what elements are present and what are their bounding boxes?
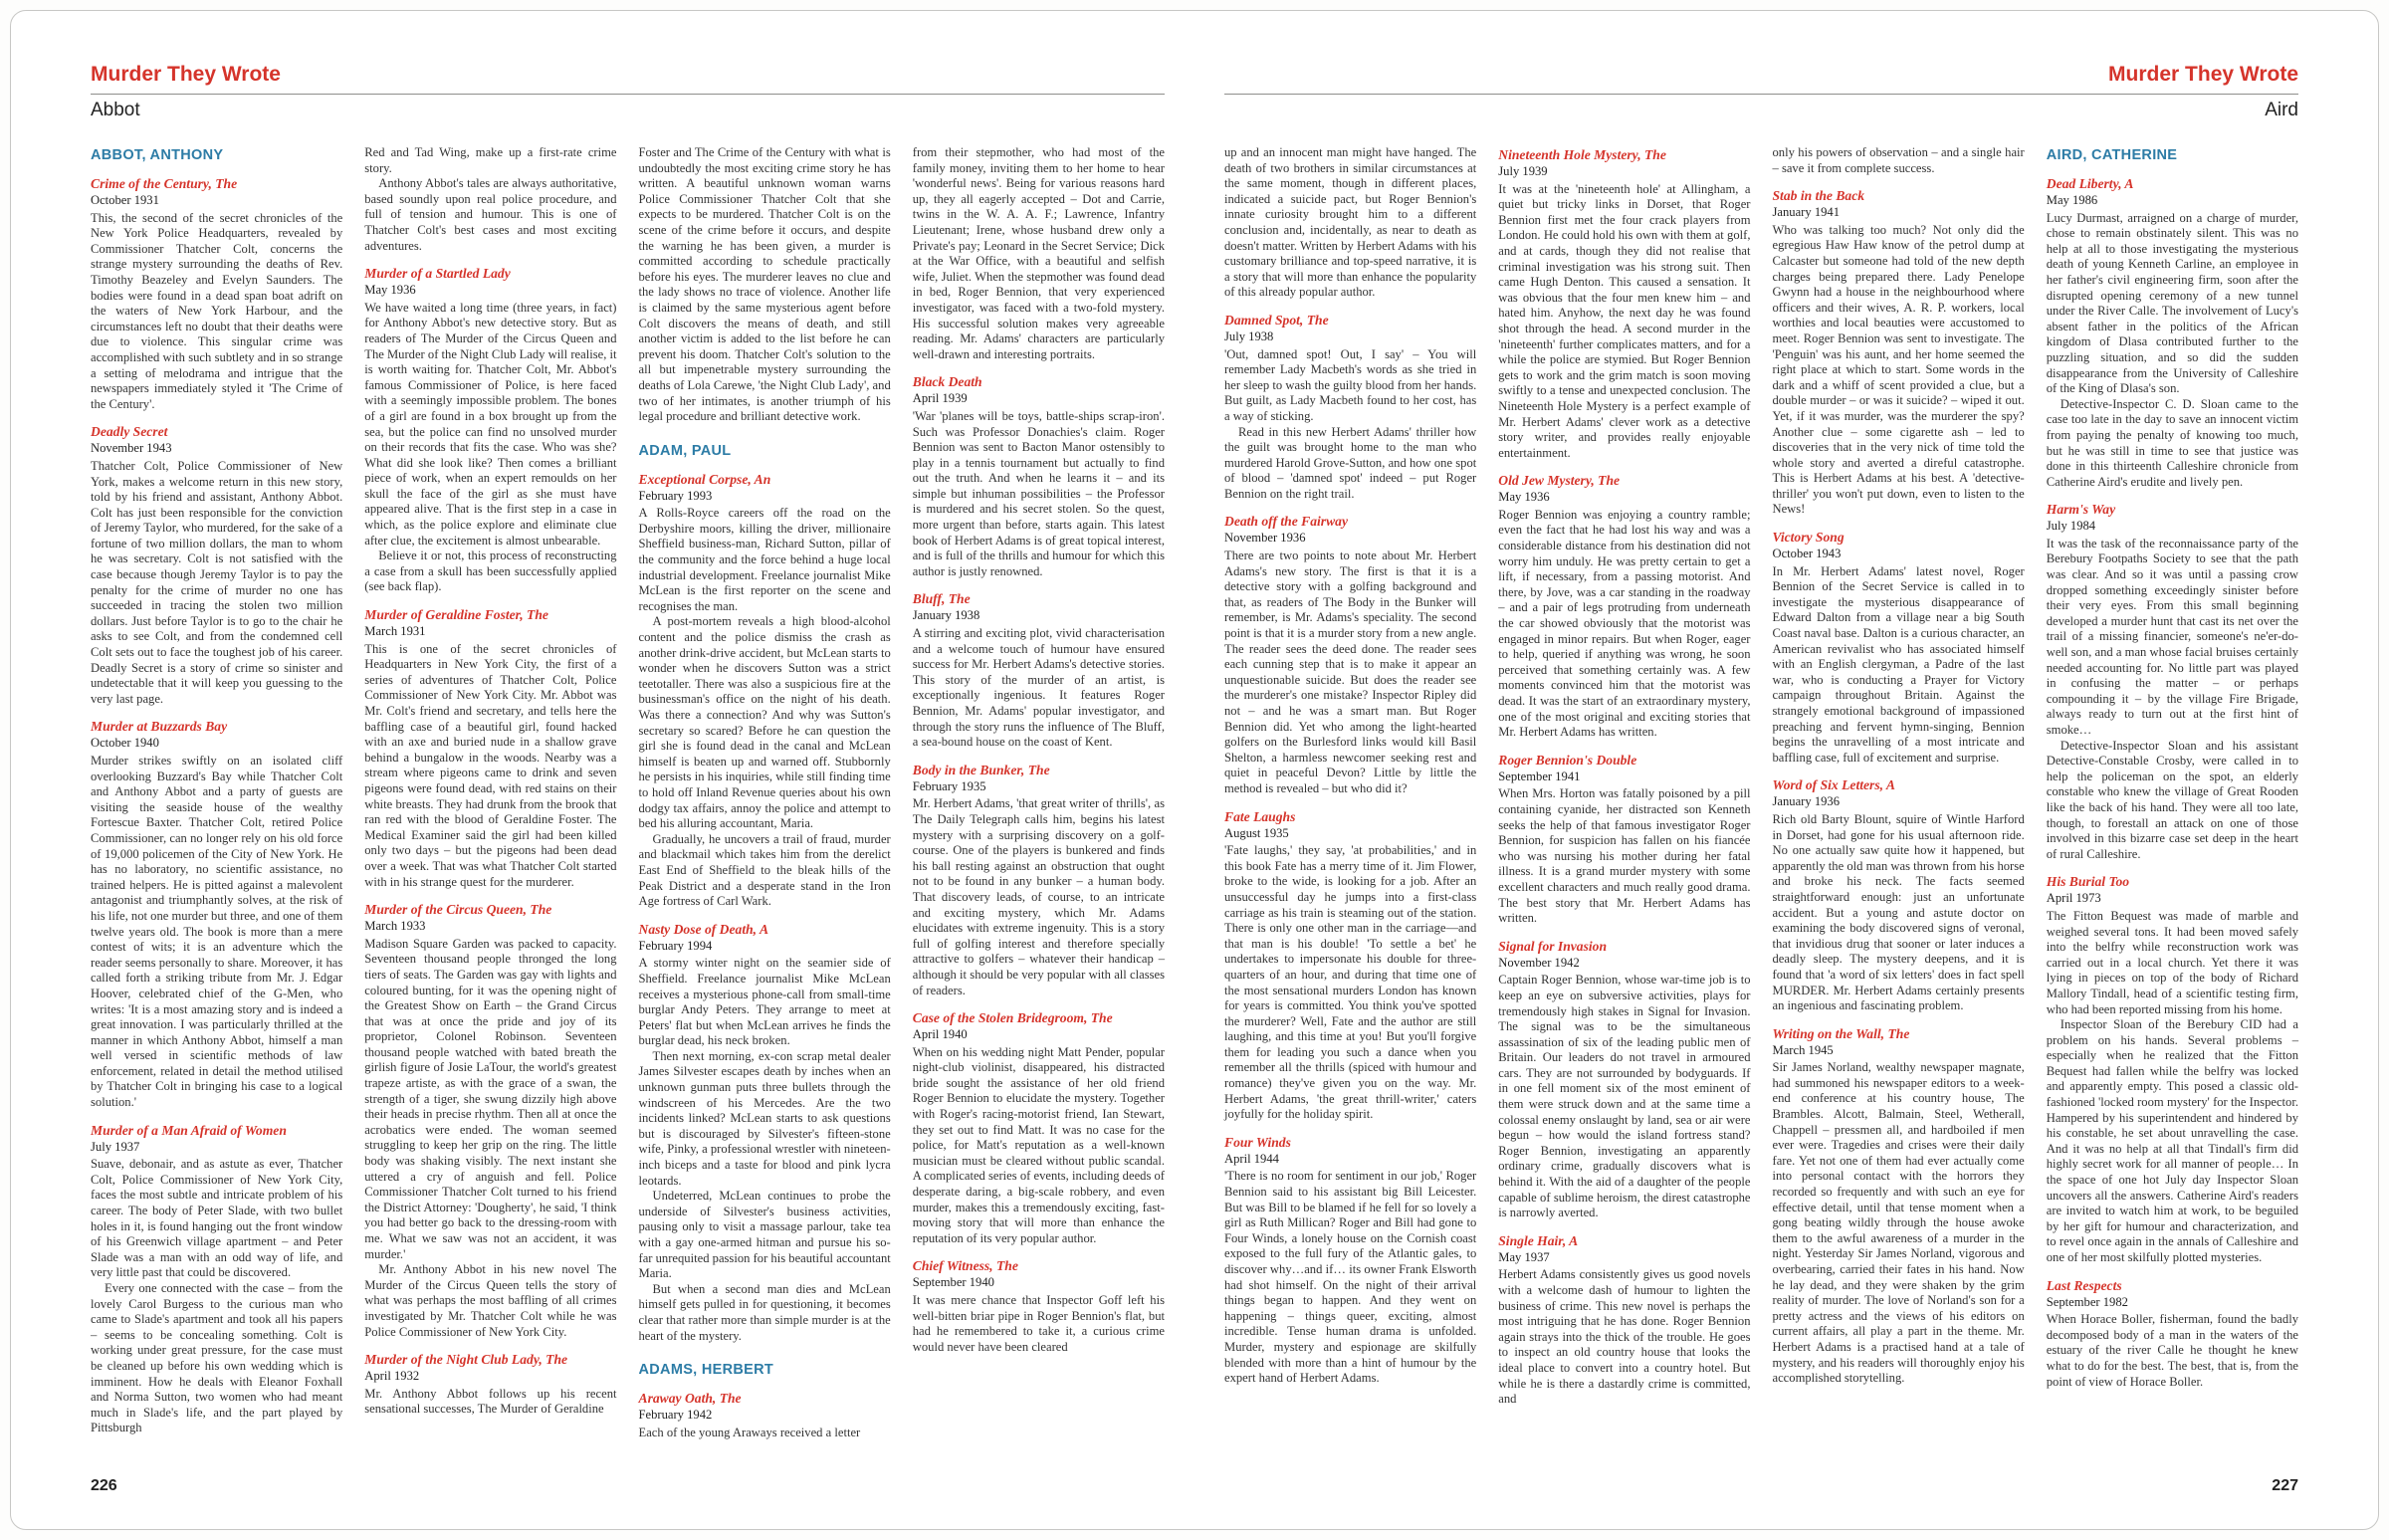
entry-text: Gradually, he uncovers a trail of fraud, murder and blackmail which takes him from the derelict East End of Sheffield to the bleak hills of the Peak District and a desperate stand in the Iron Age fortress of Carl Wark.	[638, 831, 891, 909]
book-title: Four Winds	[1224, 1134, 1291, 1150]
book-title: Harm's Way	[2046, 502, 2116, 518]
book-date: November 1943	[91, 441, 172, 456]
book-date: November 1936	[1224, 531, 1306, 546]
book-date: March 1933	[364, 919, 426, 934]
page-number: 227	[2272, 1477, 2298, 1494]
text-column	[1773, 145, 2025, 1431]
book-title: Murder at Buzzards Bay	[91, 719, 228, 735]
book-title: Deadly Secret	[91, 424, 168, 440]
text-columns	[1224, 145, 2298, 1431]
entry-text-continued: Red and Tad Wing, make up a first-rate crime story.	[364, 145, 617, 175]
entry-text: It was mere chance that Inspector Goff left his well-bitten briar pipe in Roger Bennion's flat, but had he remembered to take it, a curious crime would never have been cleared	[912, 1293, 1165, 1354]
entry-text: Herbert Adams consistently gives us good novels with a welcome dash of humour to lighten the business of crime. This new novel is perhaps the most intriguing that he has done. Roger Bennion again strays into the thick of the trouble. He goes to inspect an old country house that looks the ideal place to convert into a country hotel. But while he is there a dastardly crime is committed, and	[1498, 1267, 1751, 1407]
text-column	[1498, 145, 1750, 1431]
book-title: Nasty Dose of Death, A	[638, 921, 769, 937]
entry-text: Every one connected with the case – from the lovely Carol Burgess to the curious man who came to Slade's apartment and took all his papers – seems to be concealing something. Colt is working under great pressure, for the case must be cleaned up before his own wedding which is imminent. How he deals with Eleanor Foxhall and Norma Sutton, two women who had meant much in Slade's life, and the part played by Pittsburgh	[91, 1281, 343, 1435]
text-column	[913, 145, 1165, 1431]
book-title: Roger Bennion's Double	[1498, 752, 1637, 768]
entry-text: It was at the 'nineteenth hole' at Allingham, a quiet but tricky links in Dorset, that Roger Bennion first met the four crack players from London. He could hold his own with them at golf, and at cards, though they did not realise that criminal investigation was his strong suit. Then came Hugh Denton. This caused a sensation. It was obvious that the four men knew him – and hated him. Anyhow, the next day he was found shot through the head. A second murder in the 'nineteenth' further complicates matters, and for a while the police are stymied. But Roger Bennion gets to work and the grim match is soon moving swiftly to a tense and unexpected conclusion. The Nineteenth Hole Mystery is a perfect example of Mr. Herbert Adams' clever work as a detective story writer, and provides really enjoyable entertainment.	[1498, 181, 1751, 460]
book-title: Old Jew Mystery, The	[1498, 473, 1621, 489]
entry-text: Each of the young Araways received a letter	[638, 1425, 861, 1439]
entry-text: A stirring and exciting plot, vivid characterisation and a welcome touch of humour have ensured success for Mr. Herbert Adams's detective stories. This story of the murder of an artist, is exceptionally ingenious. It features Roger Bennion, Mr. Adams' popular investigator, and through the story runs the influence of The Bluff, a sea-bound house on the coast of Kent.	[912, 626, 1165, 750]
book-title: Case of the Stolen Bridegroom, The	[912, 1010, 1113, 1026]
header-section-name: Abbot	[91, 100, 140, 120]
entry-text-continued: only his powers of observation – and a single hair – save it from complete success.	[1772, 145, 2025, 175]
entry-text-continued: Foster and The Crime of the Century with what is undoubtedly the most exciting crime story he has written. A beautiful unknown woman warns Police Commissioner Thatcher Colt that she expects to be murdered. Thatcher Colt is on the scene of the crime before it occurs, and despite the warning he has been given, a murder is committed according to schedule practically before his eyes. The murderer leaves no clue and the lady shows no trace of violence. Another life is claimed by the same mysterious agent before Colt discovers the means of death, and still another victim is added to the list before he can prevent his doom. Thatcher Colt's solution to the all but impenetrable mystery surrounding the deaths of Lola Carewe, 'the Night Club Lady', and two of her intimates, is another triumph of his legal procedure and brilliant detective work.	[638, 145, 891, 424]
book-date: February 1935	[912, 778, 986, 793]
book-date: March 1945	[1772, 1042, 1834, 1057]
book-date: October 1943	[1772, 547, 1842, 561]
book-title: Death off the Fairway	[1224, 514, 1348, 530]
entry-text: When Mrs. Horton was fatally poisoned by a pill containing cyanide, her distracted son Kenneth seeks the help of that famous investigator Roger Bennion, for suspicion has fallen on his fiancée who was nursing his mother during her fatal illness. It is a grand murder mystery with some excellent characters and much really good drama. The best story that Mr. Herbert Adams has written.	[1498, 786, 1751, 926]
entry-text: A stormy winter night on the seamier side of Sheffield. Freelance journalist Mike McLean receives a mysterious phone-call from small-time burglar Andy Peters. They arrange to meet at Peters' flat but when McLean arrives he finds the burglar dead, his neck broken.	[638, 956, 891, 1048]
book-title: Dead Liberty, A	[2046, 176, 2134, 191]
entry-text: In Mr. Herbert Adams' latest novel, Roger Bennion of the Secret Service is called in to investigate the mysterious disappearance of Edward Dalton from a village near a big South Coast naval base. Dalton is a curious character, an American revivalist who has associated himself with an English clergyman, a Padre of the last war, who is conducting a Prayer for Victory campaign throughout Britain. Against the strangely emotional background of impassioned preaching and fervent hymn-singing, Bennion begins the unravelling of a most intricate and baffling case, full of excitement and surprise.	[1772, 563, 2025, 765]
entry-text: It was the task of the reconnaissance party of the Berebury Footpaths Society to see that the path was clear. And so it was until a passing crow dropped something exceedingly sinister before their very eyes. From this small beginning developed a murder hunt that cast its net over the trail of a missing financier, someone's ne'er-do-well son, and a man whose facial bruises certainly needed accounting for. No little part was played in confusing the matter – or perhaps compounding it – by the village Fire Brigade, always ready to turn out at the first hint of smoke…	[2046, 536, 2298, 737]
book-title: Word of Six Letters, A	[1772, 777, 1895, 793]
book-title: Araway Oath, The	[638, 1391, 742, 1407]
book-date: May 1986	[2046, 193, 2098, 207]
entry-text: Suave, debonair, and as astute as ever, Thatcher Colt, Police Commissioner of New York City, faces the most subtle and intricate problem of his career. The body of Peter Slade, with two bullet holes in it, is found hanging out the front window of his Greenwich village apartment – and Peter Slade was a man with an odd way of life, and very little past that could be discovered.	[91, 1157, 343, 1280]
book-date: April 1932	[364, 1369, 420, 1384]
page-header-left	[91, 63, 1165, 121]
book-date: January 1941	[1772, 205, 1841, 220]
page-number: 226	[91, 1477, 117, 1494]
book-title: Murder of Geraldine Foster, The	[364, 607, 548, 623]
entry-text-continued: from their stepmother, who had most of the family money, inviting them to her home to hear 'wonderful news'. Being for various reasons hard up, they all eagerly accepted – Dot and Carrie, twins in the W. A. A. F.; Lawrence, Infantry Lieutenant; Irene, whose husband drew only a Private's pay; Leonard in the Secret Service; Dick at the War Office, with a beautiful and selfish wife, Juliet. When the stepmother was found dead in bed, Roger Bennion, that very experienced investigator, was faced with a two-fold mystery. His successful solution makes very agreeable reading. Mr. Adams' characters are particularly well-drawn and interesting portraits.	[912, 145, 1165, 361]
header-rule	[91, 94, 1165, 95]
book-title: Nineteenth Hole Mystery, The	[1498, 147, 1666, 162]
entry-text: Sir James Norland, wealthy newspaper magnate, had summoned his newspaper editors to a week-end conference at his country house, The Brambles. Alcott, Balmain, Steel, Wetherall, Chappell – pressmen all, and hardboiled if men ever were. Tragedies and crises were their daily fare. Yet not one of them had ever actually come into personal contact with the horrors they recorded so frequently and with such an eye for effective detail, until that tense moment when a gong beating wildly through the house awoke them to the awful awareness of a murder in the night. Yesterday Sir James Norland, vigorous and overbearing, carried their fates in his hand. Now he lay dead, and they were shaken by the grim reality of murder. The love of Norland's son for a pretty actress and the views of his editors on current affairs, all play a part in the theme. Mr. Herbert Adams is a practised hand at a tale of mystery, and his readers will thoroughly enjoy his accomplished storytelling.	[1772, 1060, 2025, 1386]
entry-text: Anthony Abbot's tales are always authoritative, based soundly upon real police procedure, and full of tension and humour. This is one of Thatcher Colt's best cases and most exciting adventures.	[364, 176, 617, 253]
author-heading: ABBOT, ANTHONY	[91, 147, 224, 163]
entry-text: Rich old Barty Blount, squire of Wintle Harford in Dorset, had gone for his usual afternoon ride. No one actually saw quite how it happened, but apparently the old man was thrown from his horse and broke his neck. The facts seemed straightforward enough: just an unfortunate accident. But a young and astute doctor on examining the body discovered signs of veronal, that invidious drug that sooner or later induces a deadly sleep. The mystery deepens, and it is found that 'a word of six letters' does in fact spell MURDER. Mr. Herbert Adams certainly presents an ingenious and fascinating problem.	[1772, 811, 2025, 1013]
entry-text: Inspector Sloan of the Berebury CID had a problem on his hands. Several problems – especially when he realized that the Fitton Bequest had fallen while the belfry was locked and apparently empty. This posed a classic old-fashioned 'locked room mystery' for the Inspector. Hampered by his superintendent and hindered by his constable, he set about unravelling the case. And it was no help at all that Tindall's firm did highly secret work for all manner of people… In the space of one hot July day Inspector Sloan uncovers all the answers. Catherine Aird's readers are invited to watch him at work, to be beguiled by her gift for humour and characterization, and to revel once again in the annals of Calleshire and one of her most skilfully plotted mysteries.	[2046, 1017, 2298, 1264]
text-column	[1224, 145, 1476, 1431]
book-date: February 1993	[638, 488, 713, 503]
entry-text: Detective-Inspector C. D. Sloan came to the case too late in the day to save an innocent victim from paying the penalty of knowing too much, but he was still in time to see that justice was done in this thirteenth Calleshire chronicle from Catherine Aird's erudite and lively pen.	[2046, 396, 2298, 489]
entry-text: Mr. Anthony Abbot in his new novel The Murder of the Circus Queen tells the story of what was perhaps the most baffling of all crimes investigated by Mr. Thatcher Colt while he was Police Commissioner of New York City.	[364, 1262, 617, 1339]
entry-text: Captain Roger Bennion, whose war-time job is to keep an eye on subversive activities, plays for tremendously high stakes in Signal for Invasion. The signal was to be the simultaneous assassination of six of the leading public men of Britain. Our leaders do not travel in armoured cars. They are not surrounded by bodyguards. If in one fell moment six of the most eminent of them were struck down and at the same time a colossal enemy onslaught by land, sea or air were begun – how would the island fortress stand? Roger Bennion, investigating an apparently ordinary crime, gradually discovers what is behind it. With the aid of a daughter of the people capable of sublime heroism, the direst catastrophe is narrowly averted.	[1498, 973, 1751, 1220]
book-title: Murder of a Startled Lady	[364, 266, 511, 282]
book-date: September 1982	[2046, 1294, 2128, 1309]
author-heading: ADAM, PAUL	[638, 442, 732, 459]
entry-text: Then next morning, ex-con scrap metal dealer James Silvester escapes death by inches when an unknown gunman puts three bullets through the windscreen of his Mercedes. Are the two incidents linked? McLean starts to ask questions but is discouraged by Silvester's fifteen-stone wife, Pinky, a professional wrestler with nineteen-inch biceps and a taste for blood and pink lycra leotards.	[638, 1048, 891, 1188]
book-title: His Burial Too	[2046, 874, 2130, 890]
book-title: Crime of the Century, The	[91, 176, 238, 191]
entry-text: Believe it or not, this process of reconstructing a case from a skull has been successfully applied (see back flap).	[364, 549, 617, 594]
book-date: October 1940	[91, 736, 159, 751]
text-columns	[91, 145, 1165, 1439]
entry-text: We have waited a long time (three years, in fact) for Anthony Abbot's new detective story. But as readers of The Murder of the Circus Queen and The Murder of the Night Club Lady will realise, it is worth waiting for. Thatcher Colt, Mr. Abbot's famous Commissioner of Police, is here faced with a seemingly impossible problem. The bones of a girl are found in a box brought up from the sea, but the police can find no unsolved murder on their records that fits the case. Who was she? What did she look like? Then comes a brilliant piece of work, when an expert remoulds on her skull the face of the girl as she must have appeared alive. That is the first step in a case in which, as the police explore and eliminate clue after clue, the excitement is almost unbearable.	[364, 300, 617, 548]
book-date: May 1936	[1498, 490, 1550, 505]
book-title: Stab in the Back	[1772, 188, 1865, 204]
page-header-right	[1224, 63, 2298, 121]
header-section-name: Aird	[2265, 100, 2298, 120]
entry-text: This is one of the secret chronicles of Headquarters in New York City, the first of a series of adventures of Thatcher Colt, Police Commissioner of New York City. Mr. Abbot was Mr. Colt's friend and secretary, and tells here the baffling case of a beautiful girl, found hacked with an axe and buried nude in a shallow grave behind a bungalow in the woods. Nearby was a stream where pigeons came to drink and seven pigeons were found dead, with red stains on their white breasts. They had drunk from the brook that ran red with the blood of Geraldine Foster. The Medical Examiner said the girl had been killed only two days – but the pigeons had been dead over a week. That was what Thatcher Colt started with in his strange quest for the murderer.	[364, 641, 617, 889]
book-title: Chief Witness, The	[912, 1258, 1018, 1274]
book-title: Body in the Bunker, The	[912, 762, 1050, 777]
book-title: Single Hair, A	[1498, 1232, 1579, 1248]
book-date: September 1941	[1498, 769, 1581, 783]
entry-text: There are two points to note about Mr. Herbert Adams's new story. The first is that it is a detective story with a golfing background and that, as readers of The Body in the Bunker will remember, is Mr. Adams's speciality. The second point is that it is a murder story from a new angle. The reader sees the deed done. The reader sees each cunning step that is to make it appear an unquestionable suicide. But does the reader see the murderer's one mistake? Inspector Ripley did not – and he was a smart man. But Roger Bennion did. Yet who among the light-hearted golfers on the Burlesford links would kill Basil Shelton, a harmless newcomer seeking rest and quiet in peaceful Devon? Little by little the method is revealed – but who did it?	[1224, 549, 1477, 795]
text-column	[638, 145, 891, 1439]
entry-text: Thatcher Colt, Police Commissioner of New York, makes a welcome return in this new story, told by his friend and assistant, Anthony Abbot. Colt has just been responsible for the conviction of Jeremy Taylor, who murdered, for the sake of a fortune of two million dollars, the man to whom he was secretary. Colt is not satisfied with the case because though Jeremy Taylor is to pay the penalty for the crime of murder no one has succeeded in tracing the stolen two million dollars. Just before Taylor is to go to the chair he asks to see Colt, and from the condemned cell Colt sets out to face the toughest job of his career. Deadly Secret is a story of crime so sinister and undetectable that it will keep you guessing to the very last page.	[91, 458, 343, 706]
entry-text: Murder strikes swiftly on an isolated cliff overlooking Buzzard's Bay while Thatcher Colt and Anthony Abbot and a party of guests are visiting the seaside house of the wealthy Fortescue Baxter. Thatcher Colt, retired Police Commissioner, can no longer rely on his old force of 19,000 policemen of the City of New York. He has no laboratory, no scientific assistance, no trained helpers. He is pitted against a malevolent antagonist and triumphantly solves, at the risk of his life, not one murder but three, and one of them twelve years old. The book is more than a mere contest of wits; it is an adventure which the reader seems personally to share. Moreover, it has called forth a striking tribute from Mr. J. Edgar Hoover, celebrated chief of the G-Men, who writes: 'It is a most amazing story and is indeed a great innovation. I was particularly thrilled at the manner in which Anthony Abbot, himself a man well versed in scientific methods of law enforcement, related in detail the method utilised by Thatcher Colt in bringing his case to a logical solution.'	[91, 754, 343, 1110]
book-title: Signal for Invasion	[1498, 938, 1608, 954]
entry-text: Madison Square Garden was packed to capacity. Seventeen thousand people thronged the long tiers of seats. The Garden was gay with lights and coloured bunting, for it was the opening night of the Greatest Show on Earth – the Grand Circus that was at once the pride and joy of its proprietor, Colonel Robinson. Seventeen thousand people watched with bated breath the girlish figure of Josie LaTour, the world's greatest trapeze artiste, as with the grace of a swan, the strength of a tiger, she swung dizzily high above their heads in precise rhythm. Then all at once the acrobatics were ended. The woman seemed struggling to keep her grip on the ring. The little body was shaking visibly. The next instant she uttered a cry of anguish and fell. Police Commissioner Thatcher Colt turned to his friend the District Attorney: 'Dougherty', he said, 'I think you had better go back to the dressing-room with me. What we saw was not an accident, it was murder.'	[364, 936, 617, 1261]
entry-text: A post-mortem reveals a high blood-alcohol content and the police dismiss the crash as another drink-drive accident, but McLean starts to wonder when he discovers Sutton was a strict teetotaller. There was also a suspicious fire at the businessman's office on the night of his death. Was there a connection? And why was Sutton's secretary so scared? Before he can question the girl she is found dead in the canal and McLean himself is beaten up and warned off. Stubbornly he persists in his inquiries, while still finding time to hold off Inland Revenue queries about his own dodgy tax affairs, annoy the police and attempt to bed his alluring accountant, Maria.	[638, 614, 891, 831]
entry-text-continued: up and an innocent man might have hanged. The death of two brothers in similar circumstances at the same moment, though in different places, indicated a suicide pact, but Roger Bennion's innate curiosity brought him to a different conclusion and, incidentally, as near to death as doesn't matter. Written by Herbert Adams with his customary brilliance and top-speed narrative, it is a story that will more than enhance the popularity of this already popular author.	[1224, 145, 1477, 300]
text-column	[91, 145, 343, 1435]
book-date: July 1939	[1498, 164, 1548, 178]
book-date: November 1942	[1498, 955, 1580, 970]
author-heading: AIRD, CATHERINE	[2046, 147, 2178, 163]
book-title: Murder of the Night Club Lady, The	[364, 1352, 568, 1368]
running-head: Murder They Wrote	[2108, 63, 2298, 86]
entry-text: Mr. Anthony Abbot follows up his recent sensational successes, The Murder of Geraldine	[364, 1386, 617, 1417]
book-date: August 1935	[1224, 825, 1289, 840]
entry-text: Mr. Herbert Adams, 'that great writer of thrills', as The Daily Telegraph calls him, begins his latest mystery with a surprising discovery on a golf-course. One of the players is bunkered and finds his ball resting against an obstruction that ought not to be found in any bunker – a human body. That discovery leads, of course, to an intricate and exciting mystery, which Mr. Adams elucidates with extreme ingenuity. This is a story full of golfing interest and therefore specially attractive to golfers – whatever their handicap – although it should be very popular with all classes of readers.	[912, 796, 1165, 997]
entry-text: Detective-Inspector Sloan and his assistant Detective-Constable Crosby, were called in to help the policeman on the spot, an elderly constable who knew the village of Great Rooden like the back of his hand. They were all too late, though, to forestall an attack on one of those involved in this bizarre case set deep in the heart of rural Calleshire.	[2046, 738, 2298, 861]
page-right	[1194, 11, 2378, 1529]
book-title: Murder of the Circus Queen, The	[364, 902, 552, 918]
entry-text: The Fitton Bequest was made of marble and weighed several tons. It had been moved safely into the belfry while reconstruction work was carried out in a local church. Yet there it was lying in pieces on top of the body of Richard Mallory Tindall, head of a scientific testing firm, who had been reported missing from his home.	[2046, 908, 2298, 1016]
entry-text: But when a second man dies and McLean himself gets pulled in for questioning, it becomes clear that rather more than simple murder is at the heart of the mystery.	[638, 1281, 891, 1343]
entry-text: Roger Bennion was enjoying a country ramble; even the fact that he had lost his way and was a considerable distance from his destination did not worry him unduly. He was pretty certain to get a lift, if necessary, from a passing motorist. And there, by Jove, was a car standing in the roadway – and a pair of legs protruding from underneath the car showed obviously that the motorist was engaged in minor repairs. But when Roger, eager to help, queried if anything was wrong, he soon perceived that something certainly was. A few moments convinced him that the motorist was dead. It was the start of an extraordinary mystery, one of the most original and exciting stories that Mr. Herbert Adams has written.	[1498, 507, 1751, 740]
book-title: Last Respects	[2046, 1277, 2122, 1293]
entry-text: Lucy Durmast, arraigned on a charge of murder, chose to remain obstinately silent. This was no help at all to those investigating the mysterious death of young Kenneth Carline, an employee in her father's civil engineering firm, soon after the disrupted opening ceremony of a new tunnel under the River Calle. The involvement of Lucy's absent father in the politics of the African kingdom of Dlasa contributed further to the puzzling situation, and so did the sudden disappearance from the University of Calleshire of the King of Dlasa's son.	[2046, 210, 2298, 396]
entry-text: When Horace Boller, fisherman, found the badly decomposed body of a man in the waters of the estuary of the river Calle he thought he knew what to do for the best. The best, that is, from the point of view of Horace Boller.	[2046, 1312, 2298, 1389]
book-date: May 1937	[1498, 1249, 1550, 1264]
book-date: April 1940	[912, 1027, 968, 1042]
book-title: Victory Song	[1772, 530, 1845, 546]
entry-text: Who was talking too much? Not only did the egregious Haw Haw know of the petrol dump at Calcaster but someone had told of the new depth charges being prepared there. Lady Penelope Gwynn had a house in the neighbourhood where officers and their wives, A. R. P. workers, local worthies and local beauties were accustomed to meet. Roger Bennion was sent to investigate. The 'Penguin' was his aunt, and her home seemed the right place at which to start. Some words in the dark and a whiff of scent provided a clue, but a double murder – or was it suicide? – wiped it out. Yet, if it was murder, was the murderer the spy? Another clue – some cigarette ash – led to discoveries that in the very nick of time told the whole story and averted a direful catastrophe. This is Herbert Adams at his best. A 'detective-thriller' you won't put down, even to listen to the News!	[1772, 222, 2025, 517]
book-title: Writing on the Wall, The	[1772, 1025, 1910, 1041]
book-date: October 1931	[91, 193, 159, 207]
book-title: Murder of a Man Afraid of Women	[91, 1122, 287, 1138]
entry-text: A Rolls-Royce careers off the road on the Derbyshire moors, killing the driver, millionaire Sheffield business-man, Richard Sutton, pillar of the community and the force behind a huge local industrial development. Freelance journalist Mike McLean is the first reporter on the scene and recognises the man.	[638, 506, 891, 613]
entry-text: 'War 'planes will be toys, battle-ships scrap-iron'. Such was Professor Donachies's claim. Roger Bennion was sent to Bacton Manor ostensibly to play in a tennis tournament but actually to find out the truth. And when he learns it – and its simple but inhuman possibilities – the Professor is murdered and his secret stolen. So the quest, more urgent than before, starts again. This latest book of Herbert Adams is of great topical interest, and is full of the thrills and humour for which this author is justly renowned.	[912, 408, 1165, 578]
book-title: Bluff, The	[912, 591, 971, 607]
book-date: April 1939	[912, 391, 968, 406]
book-date: March 1931	[364, 624, 426, 639]
entry-text: 'Fate laughs,' they say, 'at probabilities,' and in this book Fate has a merry time of it. Jim Flower, broke to the wide, is looking for a job. After an unsuccessful day he jumps into a first-class carriage as his train is steaming out of the station. There is only one other man in the carriage—and that man is his double! 'To settle a bet' he undertakes to impersonate his double for three-quarters of an hour, and during that time one of the most sensational murders London has known for years is committed. You think you've spotted the murderer? Well, Fate and the author are still laughing, and this time at you! But you'll forgive them for leading you such a dance when you remember all the thrills (spiced with humour and romance) they've given you on the way. Mr. Herbert Adams, 'the great thrill-writer,' caters joyfully for the holiday spirit.	[1224, 843, 1477, 1122]
running-head: Murder They Wrote	[91, 63, 281, 86]
book-date: April 1973	[2046, 891, 2101, 906]
book-date: May 1936	[364, 283, 416, 298]
entry-text: Undeterred, McLean continues to probe the underside of Silvester's business activities, pausing only to visit a massage parlour, take tea with a gay one-armed hitman and pursue his so-far unrequited passion for his beautiful accountant Maria.	[638, 1189, 891, 1281]
entry-text: Read in this new Herbert Adams' thriller how the guilt was brought home to the man who murdered Harold Grove-Sutton, and how one spot of blood – 'damned spot' indeed – put Roger Bennion on the right trail.	[1224, 424, 1477, 501]
entry-text: This, the second of the secret chronicles of the New York Police Headquarters, revealed by Commissioner Thatcher Colt, concerns the strange mystery surrounding the deaths of Rev. Timothy Beazeley and Evelyn Saunders. The bodies were found in a dead span boat adrift on the waters of New York Harbour, and the circumstances left no doubt that their deaths were due to violence. This singular crime was accomplished with such subtlety and in so strange a setting of melodrama and intrigue that the newspapers immediately styled it 'The Crime of the Century'.	[91, 210, 343, 411]
author-heading: ADAMS, HERBERT	[638, 1362, 774, 1379]
book-date: July 1984	[2046, 519, 2096, 534]
book-title: Exceptional Corpse, An	[638, 471, 771, 487]
book-date: July 1937	[91, 1139, 140, 1154]
book-date: January 1936	[1772, 794, 1841, 809]
book-title: Damned Spot, The	[1224, 312, 1329, 328]
book-date: September 1940	[912, 1275, 994, 1290]
text-column	[2047, 145, 2298, 1431]
header-rule	[1224, 94, 2298, 95]
book-date: July 1938	[1224, 329, 1274, 343]
book-date: February 1994	[638, 938, 713, 953]
entry-text: 'There is no room for sentiment in our job,' Roger Bennion said to his assistant big Bill Leicester. But was Bill to be blamed if he fell for so lovely a girl as Ruth Millican? Roger and Bill had gone to Four Winds, a lonely house on the Cornish coast exposed to the full fury of the Atlantic gales, to discover why…and if… its owner Frank Elsworth had shot himself. On the night of their arrival things began to happen. And they went on happening – things queer, exciting, almost incredible. Tense human drama is unfolded. Murder, mystery and espionage are skilfully blended with more than a hint of humour by the expert hand of Herbert Adams.	[1224, 1169, 1477, 1386]
book-date: January 1938	[912, 608, 980, 623]
text-column	[364, 145, 616, 1431]
entry-text: 'Out, damned spot! Out, I say' – You will remember Lady Macbeth's words as she tried in her sleep to wash the guilty blood from her hands. But guilt, as Lady Macbeth found to her cost, has a way of sticking.	[1224, 346, 1477, 423]
entry-text: When on his wedding night Matt Pender, popular night-club violinist, disappeared, his distracted bride sought the assistance of her old friend Roger Bennion to elucidate the mystery. Together with Roger's racing-motorist friend, Ian Stewart, they set out to find Matt. It was no case for the police, for Matt's reputation as a well-known musician must be cleared without public scandal. A complicated series of events, including deeds of desperate daring, a big-scale robbery, and even murder, makes this a tremendously exciting, fast-moving story that will more than enhance the reputation of its very popular author.	[912, 1044, 1165, 1245]
book-date: February 1942	[638, 1408, 713, 1423]
book-title: Black Death	[912, 374, 982, 390]
book-date: April 1944	[1224, 1151, 1279, 1166]
page-left	[11, 11, 1194, 1529]
book-title: Fate Laughs	[1224, 808, 1296, 824]
book-spread	[10, 10, 2379, 1530]
